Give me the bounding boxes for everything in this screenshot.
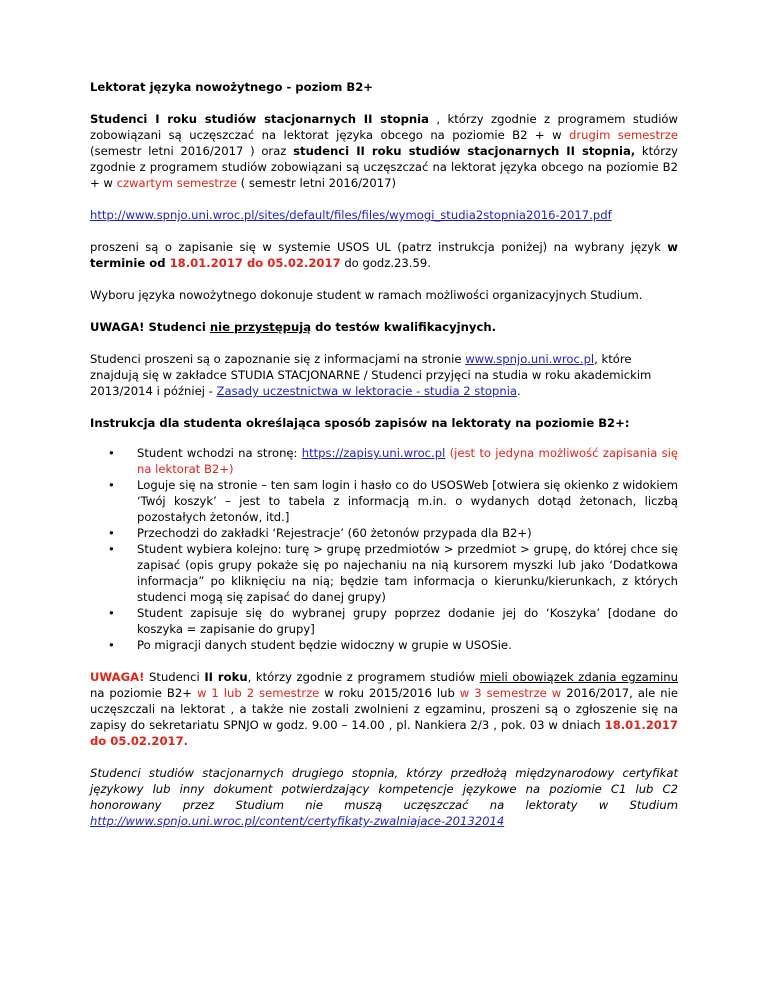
p6-text-1: Studenci — [144, 670, 205, 684]
li6-text: Po migracji danych student będzie widoczny w grupie w USOSie. — [137, 638, 512, 652]
p7-text: Studenci studiów stacjonarnych drugiego stopnia, którzy przedłożą międzynarodowy certyfikat językowy lub inny dokument potwierdzający kompetencje językowe na poziomie C1 lub C2 honorowany przez Studium nie muszą uczęszczać na lektoraty w Studium — [90, 766, 678, 812]
list-item — [108, 445, 678, 477]
p6-text-3: na poziomie B2+ — [90, 686, 197, 700]
p1-text-3: którzy zgodnie z programem studiów zobowiązani są uczęszczać na lektorat języka obcego na poziomie B2 + w — [90, 144, 678, 190]
li5-text: Student zapisuje się do wybranej grupy poprzez dodanie jej do ‘Koszyka’ [dodane do koszyka = zapisanie do grupy] — [137, 606, 678, 636]
document-heading: Lektorat języka nowożytnego - poziom B2+ — [90, 80, 373, 94]
bullet-icon: • — [108, 606, 115, 620]
paragraph-website-info — [90, 351, 678, 399]
li1-red: (jest to jedyna możliwość zapisania się na lektorat B2+) — [137, 446, 678, 476]
p2-text-2: do godz.23.59. — [340, 256, 431, 270]
instruction-list — [90, 445, 678, 653]
paragraph-warning — [90, 319, 678, 335]
list-item — [108, 477, 678, 525]
rules-link[interactable]: Zasady uczestnictwa w lektoracie - studia 2 stopnia — [216, 384, 518, 398]
paragraph-link-requirements — [90, 207, 678, 223]
list-item — [108, 605, 678, 637]
paragraph-registration — [90, 239, 678, 271]
p4-text-2: do testów kwalifikacyjnych. — [311, 320, 496, 334]
p6-text-2: , którzy zgodnie z programem studiów — [247, 670, 480, 684]
li1-text: Student wchodzi na stronę: — [137, 446, 302, 460]
p1-text-2: (semestr letni 2016/2017 ) oraz — [90, 144, 294, 158]
p6-text-4: w roku 2015/2016 lub — [319, 686, 460, 700]
p1-red-1: drugim semestrze — [569, 128, 678, 142]
bullet-icon: • — [108, 638, 115, 652]
zapisy-link[interactable]: https://zapisy.uni.wroc.pl — [301, 446, 446, 460]
list-item — [108, 637, 678, 653]
li4-text: Student wybiera kolejno: turę > grupę przedmiotów > przedmiot > grupę, do której chce się zapisać (opis grupy pokaże się po najechaniu na nią kursorem myszki lub jako ‘Dodatkowa informacja” po kliknięciu na nią; będzie tam informacja o kierunku/kierunkach, z których studenci mogą się zapisać do danej grupy) — [137, 542, 678, 604]
p6-warning: UWAGA! — [90, 670, 145, 684]
instruction-heading: Instrukcja dla studenta określająca sposób zapisów na lektoraty na poziomie B2+: — [90, 416, 630, 430]
p5-text-3: . — [517, 384, 521, 398]
p1-bold-1: Studenci I roku studiów stacjonarnych II stopnia — [90, 112, 429, 126]
paragraph-second-year — [90, 669, 678, 749]
p1-text-4: ( semestr letni 2016/2017) — [236, 176, 397, 190]
p5-text-2: , które znajdują się w zakładce STUDIA STACJONARNE / Studenci przyjęci na studia w roku akademickim 2013/2014 i później - — [90, 352, 652, 398]
bullet-icon: • — [108, 478, 115, 492]
p1-bold-2: studenci II roku studiów stacjonarnych II stopnia, — [293, 144, 636, 158]
list-item — [108, 525, 678, 541]
requirements-link[interactable]: http://www.spnjo.uni.wroc.pl/sites/default/files/files/wymogi_studia2stopnia2016-2017.pdf — [90, 208, 612, 222]
p2-bold: w terminie od — [90, 240, 678, 270]
p5-text-1: Studenci proszeni są o zapoznanie się z informacjami na stronie — [90, 352, 466, 366]
p2-text-1: proszeni są o zapisanie się w systemie USOS UL (patrz instrukcja poniżej) na wybrany język — [90, 240, 668, 254]
li3-text: Przechodzi do zakładki ‘Rejestracje’ (60 żetonów przypada dla B2+) — [137, 526, 532, 540]
spnjo-link[interactable]: www.spnjo.uni.wroc.pl — [465, 352, 595, 366]
li2-text: Loguje się na stronie – ten sam login i hasło co do USOSWeb [otwiera się okienko z widokiem ‘Twój koszyk’ – jest to tabela z informacją m.in. o wydanych dotąd żetonach, liczbą pozostałych żetonów, itd.] — [137, 478, 678, 524]
p2-dates: 18.01.2017 do 05.02.2017 — [169, 256, 341, 270]
p1-text-1: , którzy zgodnie z programem studiów zobowiązani są uczęszczać na lektorat języka obcego na poziomie B2 + w — [90, 112, 678, 142]
p4-underline: nie przystępują — [209, 320, 312, 334]
p4-text-1: UWAGA! Studenci — [90, 320, 210, 334]
p6-red-1: w 1 lub 2 semestrze — [196, 686, 320, 700]
bullet-icon: • — [108, 526, 115, 540]
p6-underline: mieli obowiązek zdania egzaminu — [479, 670, 678, 684]
certificates-link[interactable]: http://www.spnjo.uni.wroc.pl/content/certyfikaty-zwalniajace-20132014 — [90, 814, 505, 828]
p1-red-2: czwartym semestrze — [116, 176, 237, 190]
bullet-icon: • — [108, 542, 115, 556]
p6-bold: II roku — [204, 670, 248, 684]
document-page — [90, 79, 678, 845]
p6-text-5: 2016/2017, ale nie uczęszczali na lektorat , a także nie zostali zwolnieni z egzaminu, proszeni są o zgłoszenie się na zapisy do sekretariatu SPNJO w godz. 9.00 – 14.00 , pl. Nankiera 2/3 , pok. 03 w dniach — [90, 686, 678, 732]
list-item — [108, 541, 678, 605]
p6-dates: 18.01.2017 do 05.02.2017. — [90, 718, 678, 748]
bullet-icon: • — [108, 446, 115, 460]
paragraph-students-info — [90, 111, 678, 191]
paragraph-certificates — [90, 765, 678, 829]
p6-red-2: w 3 semestrze w — [459, 686, 562, 700]
paragraph-language-choice: Wyboru języka nowożytnego dokonuje student w ramach możliwości organizacyjnych Studium. — [90, 288, 643, 302]
